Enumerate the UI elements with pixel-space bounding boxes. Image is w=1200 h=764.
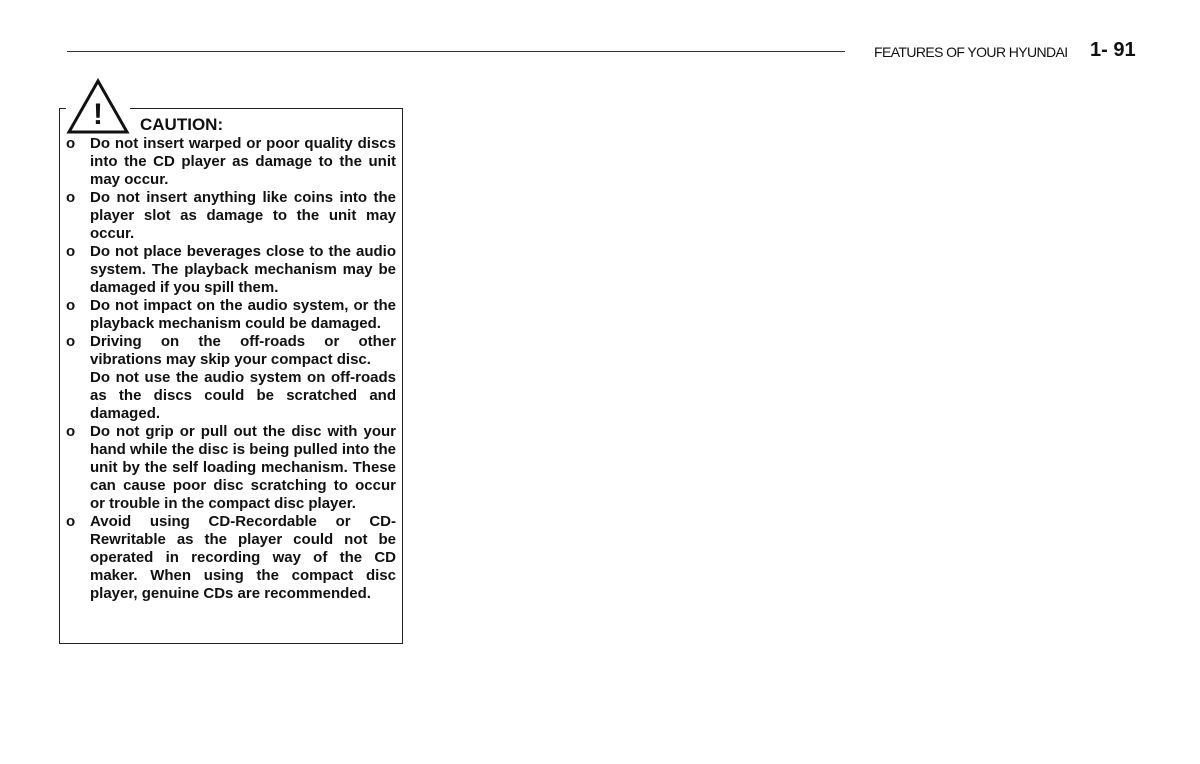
caution-paragraph: Do not impact on the audio system, or the playback mechanism could be damaged. <box>90 297 396 332</box>
header-rule <box>67 51 845 52</box>
caution-item-text <box>90 135 396 189</box>
caution-paragraph: Avoid using CD-Recordable or CD-Rewritable as the player could not be operated in recording way of the CD maker. When using the compact disc player, genuine CDs are recommended. <box>90 513 396 602</box>
caution-item-text <box>90 297 396 333</box>
caution-item <box>66 189 396 243</box>
caution-item-text <box>90 243 396 297</box>
caution-item-text <box>90 189 396 243</box>
caution-title: CAUTION: <box>140 115 224 134</box>
caution-item-text <box>90 423 396 513</box>
bullet: o <box>66 189 76 206</box>
caution-paragraph: Do not insert warped or poor quality discs into the CD player as damage to the unit may occur. <box>90 135 396 188</box>
caution-paragraph: Do not insert anything like coins into the player slot as damage to the unit may occur. <box>90 189 396 242</box>
caution-paragraph: Do not place beverages close to the audio system. The playback mechanism may be damaged if you spill them. <box>90 243 396 296</box>
caution-item <box>66 297 396 333</box>
bullet: o <box>66 513 76 530</box>
caution-item-text <box>90 333 396 423</box>
bullet: o <box>66 135 76 152</box>
caution-item <box>66 333 396 423</box>
caution-list <box>66 135 396 603</box>
warning-triangle-icon <box>66 78 130 134</box>
section-title: FEATURES OF YOUR HYUNDAI <box>874 44 1068 60</box>
caution-paragraph: Do not grip or pull out the disc with your hand while the disc is being pulled into the unit by the self loading mechanism. These can cause poor disc scratching to occur or trouble in the compact disc player. <box>90 423 396 512</box>
caution-item <box>66 135 396 189</box>
warning-glyph: ! <box>93 98 103 131</box>
caution-paragraph: Do not use the audio system on off-roads as the discs could be scratched and damaged. <box>90 369 396 422</box>
caution-item <box>66 513 396 603</box>
bullet: o <box>66 423 76 440</box>
caution-item-text <box>90 513 396 603</box>
bullet: o <box>66 333 76 350</box>
bullet: o <box>66 243 76 260</box>
bullet: o <box>66 297 76 314</box>
caution-paragraph: Driving on the off-roads or other vibrations may skip your compact disc. <box>90 333 396 368</box>
caution-item <box>66 423 396 513</box>
page-number: 1- 91 <box>1090 39 1136 61</box>
caution-item <box>66 243 396 297</box>
